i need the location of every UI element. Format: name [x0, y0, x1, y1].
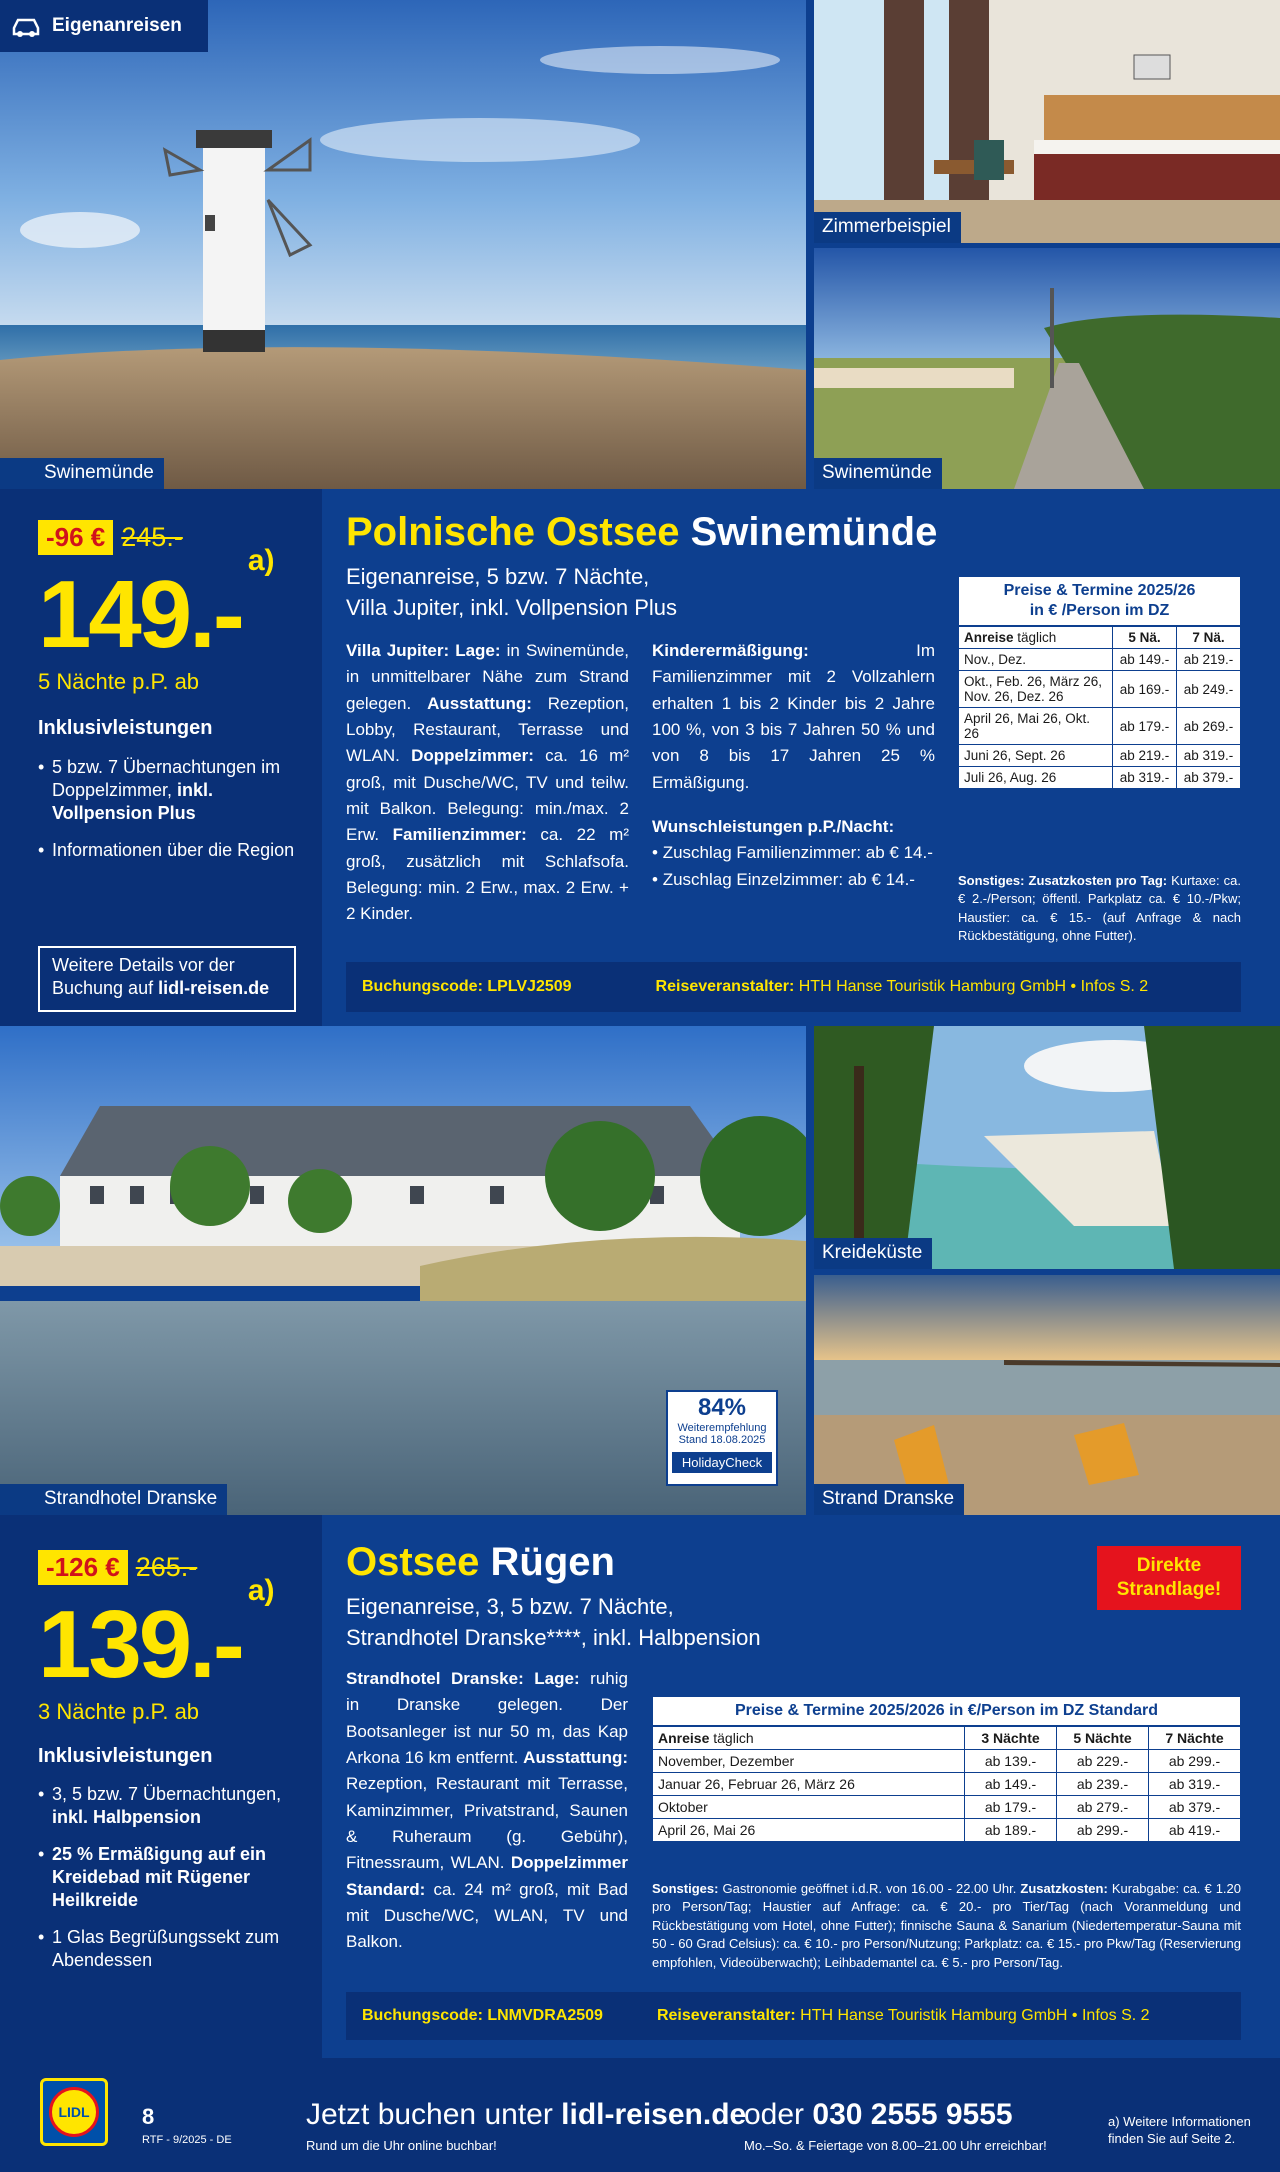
- desc-bold: Doppelzimmer Standard:: [346, 1853, 628, 1899]
- details-link[interactable]: lidl-reisen.de: [158, 978, 270, 999]
- photo-strandhotel-dranske: [0, 1026, 806, 1515]
- inclusion-bold: inkl. Halbpension: [52, 1807, 202, 1828]
- hc-brand: HolidayCheck: [672, 1452, 772, 1473]
- desc-bold: Doppelzimmer:: [411, 746, 534, 766]
- col-header: [653, 1726, 965, 1750]
- offer2-inclusion-item: [38, 1783, 300, 1829]
- cell: Oktober: [653, 1796, 965, 1819]
- desc-text: ca. 24 m² groß, mit Bad mit Dusche/WC, WLAN, TV und Balkon.: [346, 1879, 628, 1952]
- book-phone: [744, 2098, 1013, 2132]
- offer1-sonstiges: [958, 872, 1241, 946]
- cell: ab 319.-: [1177, 745, 1241, 767]
- offer1-price-note: a): [247, 544, 275, 577]
- table-title-line2: in € /Person im DZ: [1029, 602, 1170, 619]
- cell: ab 189.-: [965, 1819, 1057, 1842]
- offer2-subtitle-line2: Strandhotel Dranske****, inkl. Halbpension: [346, 1624, 761, 1650]
- wish-title: Wunschleistungen p.P./Nacht:: [652, 817, 895, 837]
- eigenanreisen-badge: [0, 0, 208, 52]
- cell: ab 279.-: [1057, 1796, 1149, 1819]
- wish-text: Zuschlag Familienzimmer: ab € 14.-: [662, 843, 933, 863]
- offer1-old-price: 245.-: [121, 522, 183, 552]
- organizer-name: HTH Hanse Touristik Hamburg GmbH • Infos S. 2: [800, 2007, 1150, 2024]
- col-header-rest: täglich: [709, 1730, 754, 1746]
- offer1-subtitle: [346, 562, 677, 624]
- offer1-title-white: Swinemünde: [690, 510, 938, 554]
- offer2-subtitle-line1: Eigenanreise, 3, 5 bzw. 7 Nächte,: [346, 1594, 674, 1619]
- cell: ab 169.-: [1113, 671, 1177, 708]
- cell: April 26, Mai 26, Okt. 26: [959, 708, 1113, 745]
- badge-line1: Direkte: [1136, 1555, 1202, 1576]
- hc-percent: 84%: [697, 1394, 747, 1421]
- cell: Januar 26, Februar 26, März 26: [653, 1773, 965, 1796]
- cell: ab 239.-: [1057, 1773, 1149, 1796]
- table-row: [959, 767, 1241, 789]
- footnote: [1108, 2114, 1251, 2148]
- photo-swinemuende-boardwalk: [814, 248, 1280, 489]
- col-header: [959, 626, 1113, 649]
- offer2-inclusions-title: Inklusivleistungen: [38, 1745, 213, 1767]
- booking-label: Buchungscode:: [362, 2007, 483, 2024]
- cell: ab 379.-: [1149, 1796, 1241, 1819]
- phone-prefix: oder: [744, 2098, 813, 2131]
- photo-room-example: [814, 0, 1280, 243]
- col-header-bold: Anreise: [964, 630, 1014, 645]
- inclusion-bold: inkl. Vollpension Plus: [52, 780, 214, 824]
- booking-code: LNMVDRA2509: [487, 2007, 603, 2024]
- desc-text: ruhig in Dranske gelegen. Der Bootsanleger ist nur 50 m, das Kap Arkona 16 km entfernt.: [346, 1669, 628, 1768]
- offer1-pricetag: [38, 520, 183, 555]
- caption-kreidekueste: Kreideküste: [814, 1238, 932, 1269]
- sonstiges-bold: Zusatzkosten:: [1020, 1881, 1108, 1896]
- desc-text: ca. 16 m² groß, mit Dusche/WC, TV und teilw. mit Balkon. Belegung: min./max. 2 Erw.: [346, 746, 629, 845]
- car-icon: [10, 14, 42, 38]
- table-row: [653, 1773, 1241, 1796]
- desc-text: Rezeption, Restaurant mit Terrasse, Kaminzimmer, Privatstrand, Saunen & Ruheraum (g. Gebühr), Fitnessraum, WLAN.: [346, 1774, 628, 1873]
- details-line2: [52, 977, 282, 1000]
- cell: ab 269.-: [1177, 708, 1241, 745]
- col-header-rest: täglich: [1013, 630, 1057, 645]
- wish-text: Zuschlag Einzelzimmer: ab € 14.-: [662, 869, 915, 889]
- table-row: [653, 1796, 1241, 1819]
- footer: [0, 2058, 1280, 2172]
- offer2-discount: -126 €: [38, 1550, 128, 1585]
- page-number: 8: [142, 2104, 155, 2129]
- table-row: [653, 1750, 1241, 1773]
- offer2-price: [38, 1574, 275, 1698]
- photo-strand-dranske: [814, 1275, 1280, 1515]
- cell: ab 419.-: [1149, 1819, 1241, 1842]
- desc-text: Im Familienzimmer mit 2 Vollzahlern erhalten 1 bis 2 Kinder bis 2 Jahre 100 %, von 3 bis 7 Jahren 50 % und von 8 bis 17 Jahren 25 % Ermäßigung.: [652, 641, 935, 792]
- cell: Nov., Dez.: [959, 649, 1113, 671]
- table-row: [959, 649, 1241, 671]
- caption-swinemuende-main: Swinemünde: [0, 458, 164, 489]
- caption-room: Zimmerbeispiel: [814, 212, 961, 243]
- cell: ab 229.-: [1057, 1750, 1149, 1773]
- details-line1: Weitere Details vor der: [52, 955, 235, 975]
- offer1-inclusions-title: Inklusivleistungen: [38, 717, 213, 739]
- offer1-title-yellow: Polnische Ostsee: [346, 510, 680, 554]
- wish-item: • Zuschlag Einzelzimmer: ab € 14.-: [652, 869, 915, 889]
- col-header-bold: Anreise: [658, 1730, 710, 1746]
- offer2-inclusion-item: [38, 1926, 300, 1972]
- footnote-line2: finden Sie auf Seite 2.: [1108, 2130, 1236, 2146]
- offer1-inclusion-item: [38, 839, 300, 862]
- desc-bold: Ausstattung:: [523, 1748, 628, 1768]
- offer2-title-white: Rügen: [490, 1540, 615, 1584]
- cell: Juli 26, Aug. 26: [959, 767, 1113, 789]
- offer1-inclusions-list: [38, 756, 300, 876]
- offer2-title: [346, 1540, 615, 1585]
- table-row: [959, 745, 1241, 767]
- offer1-subtitle-line2: Villa Jupiter, inkl. Vollpension Plus: [346, 594, 678, 620]
- book-online: [306, 2098, 746, 2132]
- cell: ab 149.-: [1113, 649, 1177, 671]
- eigenanreisen-label: Eigenanreisen: [52, 15, 182, 36]
- lidl-logo-text: LIDL: [58, 2104, 90, 2120]
- offer2-description: [346, 1666, 628, 1956]
- footnote-line1: a) Weitere Informationen: [1108, 2114, 1251, 2129]
- inclusion-text: 3, 5 bzw. 7 Übernachtungen,: [52, 1784, 282, 1804]
- caption-swinemuende-beach: Swinemünde: [814, 458, 942, 489]
- desc-text: ca. 22 m² groß, zusätzlich mit Schlafsofa. Belegung: min. 2 Erw., max. 2 Erw. + 2 Kinder.: [346, 825, 629, 924]
- desc-bold: Familienzimmer:: [392, 825, 527, 845]
- table-row: [653, 1819, 1241, 1842]
- photo-kreidekueste: [814, 1026, 1280, 1269]
- desc-bold: Strandhotel Dranske: Lage:: [346, 1669, 580, 1688]
- offer1-price-sub: 5 Nächte p.P. ab: [38, 669, 200, 694]
- inclusion-text: 1 Glas Begrüßungssekt zum Abendessen: [52, 1927, 280, 1971]
- desc-text: in Swinemünde, in unmittelbarer Nähe zum Strand gelegen.: [346, 641, 629, 713]
- cell: ab 149.-: [965, 1773, 1057, 1796]
- offer2-price-table: [652, 1696, 1241, 1842]
- organizer-label: Reiseveranstalter:: [655, 978, 795, 995]
- offer2-inclusions-list: [38, 1783, 300, 1986]
- hc-line1: Weiterempfehlung: [677, 1422, 767, 1434]
- table-title: [959, 577, 1241, 627]
- badge-line2: Strandlage!: [1116, 1578, 1222, 1600]
- sonstiges-text: Kurabgabe: ca. € 1.20 pro Person/Tag; Haustier auf Anfrage: ca. € 20.- pro Tier/Tag (nach Voranmeldung und Rückbestätigung vom Hotel, ohne Futter); finnische Sauna & Sanarium (Niedertemperatur-Sauna mit 50 - 60 Grad Celsius): ca. € 10.- pro Person/Nutzung; Parkplatz: ca. € 15.- pro Pkw/Tag (Reservierung empfohlen, Videoüberwacht); Leihbademantel ca. € 5.- pro Person/Tag.: [652, 1881, 1242, 1970]
- cell: ab 299.-: [1149, 1750, 1241, 1773]
- table-title: Preise & Termine 2025/2026 in €/Person im DZ Standard: [653, 1697, 1241, 1727]
- offer1-price-value: 149.-: [38, 561, 242, 668]
- cell: ab 139.-: [965, 1750, 1057, 1773]
- offer2-inclusion-item: [38, 1843, 300, 1912]
- table-row: [959, 671, 1241, 708]
- sonstiges-text: Kurtaxe: ca. € 2.-/Person; öffentl. Parkplatz ca. € 10.-/Pkw; Haustier: ca. € 15.- (auf Anfrage & nach Rückbestätigung, ohne Futter).: [958, 873, 1241, 944]
- cell: ab 219.-: [1113, 745, 1177, 767]
- table-row: [959, 708, 1241, 745]
- offer2-title-yellow: Ostsee: [346, 1540, 480, 1584]
- phone-number[interactable]: 030 2555 9555: [812, 2098, 1013, 2131]
- cell: ab 319.-: [1113, 767, 1177, 789]
- offer1-price-table: [958, 576, 1241, 789]
- cell: ab 379.-: [1177, 767, 1241, 789]
- sonstiges-bold: Sonstiges:: [652, 1881, 719, 1896]
- col-header: 7 Nächte: [1149, 1726, 1241, 1750]
- offer1-title: [346, 510, 937, 555]
- details-line2-text: Buchung auf: [52, 978, 159, 999]
- desc-bold: Kinderermäßigung:: [652, 641, 809, 660]
- desc-bold: Villa Jupiter: Lage:: [346, 641, 501, 660]
- offer2-price-sub: 3 Nächte p.P. ab: [38, 1699, 200, 1724]
- photo-swinemuende-windmill: [0, 0, 806, 489]
- sonstiges-text: Gastronomie geöffnet i.d.R. von 16.00 - 22.00 Uhr.: [718, 1881, 1021, 1896]
- cell: ab 179.-: [1113, 708, 1177, 745]
- offer1-booking-bar: [346, 962, 1241, 1012]
- book-sub: Rund um die Uhr online buchbar!: [306, 2138, 497, 2153]
- caption-strand-dranske: Strand Dranske: [814, 1484, 964, 1515]
- cell: ab 219.-: [1177, 649, 1241, 671]
- cell: ab 319.-: [1149, 1773, 1241, 1796]
- offer2-sonstiges: [652, 1880, 1241, 1972]
- col-header: 7 Nä.: [1177, 626, 1241, 649]
- desc-bold: Ausstattung:: [427, 693, 532, 713]
- organizer-name: HTH Hanse Touristik Hamburg GmbH • Infos S. 2: [798, 978, 1149, 995]
- details-link-box[interactable]: [38, 946, 296, 1012]
- col-header: 5 Nächte: [1057, 1726, 1149, 1750]
- booking-code: LPLVJ2509: [487, 978, 572, 995]
- offer1-discount: -96 €: [38, 520, 113, 555]
- offer1-description-col1: [346, 638, 629, 928]
- book-prefix: Jetzt buchen unter: [306, 2098, 562, 2131]
- offer1-inclusion-item: [38, 756, 300, 825]
- col-header: 3 Nächte: [965, 1726, 1057, 1750]
- offer2-price-note: a): [247, 1574, 275, 1607]
- offer2-price-value: 139.-: [38, 1591, 242, 1698]
- lidl-logo[interactable]: [40, 2078, 108, 2146]
- col-header: 5 Nä.: [1113, 626, 1177, 649]
- edition: RTF - 9/2025 - DE: [142, 2134, 232, 2146]
- cell: Okt., Feb. 26, März 26, Nov. 26, Dez. 26: [959, 671, 1113, 708]
- offer1-description-col2: [652, 638, 935, 893]
- cell: Juni 26, Sept. 26: [959, 745, 1113, 767]
- offer1-subtitle-line1: Eigenanreise, 5 bzw. 7 Nächte,: [346, 564, 650, 589]
- phone-sub: Mo.–So. & Feiertage von 8.00–21.00 Uhr erreichbar!: [744, 2138, 1047, 2153]
- offer2-pricetag: [38, 1550, 197, 1585]
- sonstiges-bold: Sonstiges: Zusatzkosten pro Tag:: [958, 873, 1168, 888]
- direkte-strandlage-badge: [1097, 1546, 1241, 1610]
- inclusion-text: 5 bzw. 7 Übernachtungen im Doppelzimmer,: [52, 757, 281, 801]
- caption-strandhotel: Strandhotel Dranske: [0, 1484, 227, 1515]
- inclusion-text: Informationen über die Region: [52, 840, 295, 861]
- cell: November, Dezember: [653, 1750, 965, 1773]
- wish-item: • Zuschlag Familienzimmer: ab € 14.-: [652, 843, 933, 863]
- inclusion-bold: 25 % Ermäßigung auf ein Kreidebad mit Rügener Heilkreide: [52, 1844, 267, 1911]
- organizer-label: Reiseveranstalter:: [656, 2007, 796, 2024]
- cell: ab 179.-: [965, 1796, 1057, 1819]
- offer2-booking-bar: [346, 1992, 1241, 2040]
- offer2-subtitle: [346, 1592, 761, 1654]
- offer2-old-price: 265.-: [135, 1552, 198, 1582]
- book-link[interactable]: lidl-reisen.de: [561, 2098, 747, 2131]
- table-title-line1: Preise & Termine 2025/26: [1003, 582, 1196, 599]
- offer1-price: [38, 544, 275, 668]
- cell: ab 249.-: [1177, 671, 1241, 708]
- hc-line2: Stand 18.08.2025: [678, 1434, 766, 1446]
- booking-label: Buchungscode:: [362, 978, 483, 995]
- cell: ab 299.-: [1057, 1819, 1149, 1842]
- desc-text: Rezeption, Lobby, Restaurant, Terrasse und WLAN.: [346, 693, 629, 766]
- holidaycheck-badge: [666, 1390, 778, 1486]
- cell: April 26, Mai 26: [653, 1819, 965, 1842]
